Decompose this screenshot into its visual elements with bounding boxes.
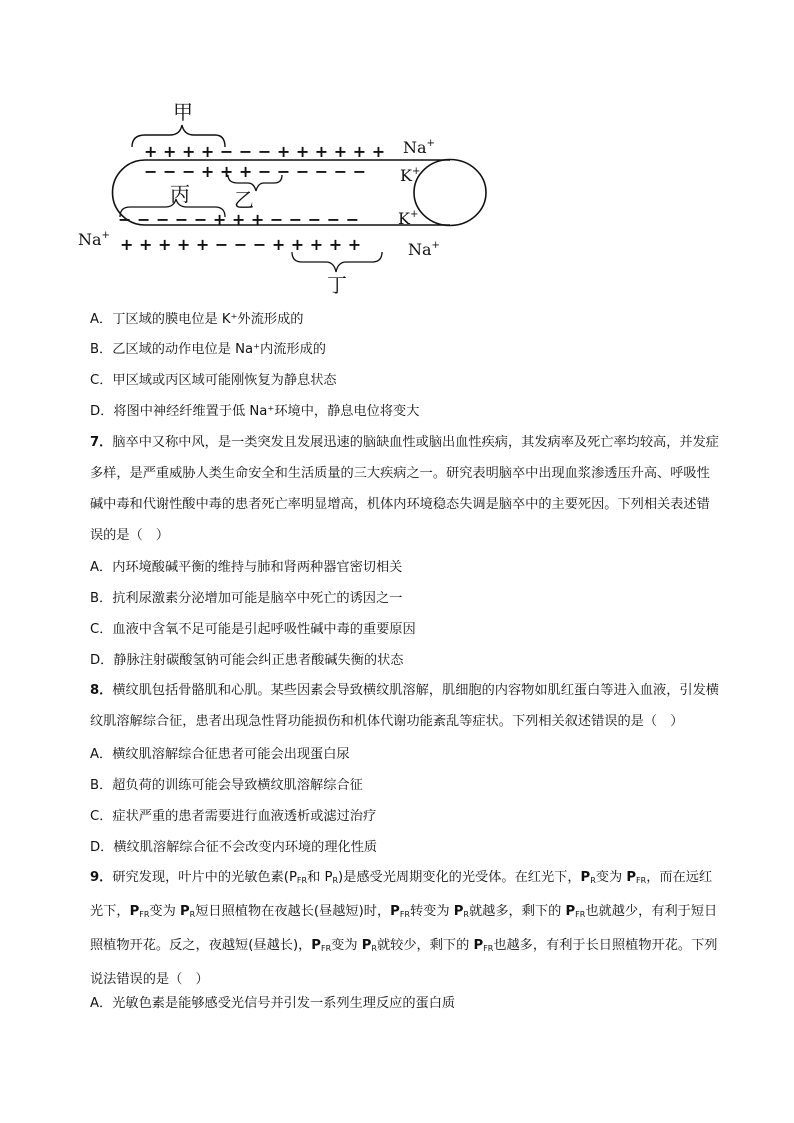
q9-text: 也就越少，有利于短日照植物开花。反之，夜越短(昼越长)， (90, 904, 718, 953)
label-bing: 丙 (170, 182, 190, 206)
q9-text: 研究发现，叶片中的光敏色素(P (112, 870, 297, 885)
nerve-fiber-diagram (70, 95, 510, 300)
label-ding: 丁 (327, 273, 347, 297)
q9-text: 短日照植物在夜越长(昼越短)时， (195, 904, 391, 919)
q9-sub: FR (320, 944, 332, 953)
q9-text: 和 P (307, 870, 333, 885)
row-top-inner: − − − + + + − − − − − − (144, 162, 367, 181)
k-bottom: K+ (398, 209, 419, 228)
q6-option-c: C．甲区域或丙区域可能刚恢复为静息状态 (90, 373, 337, 388)
q7-stem (90, 427, 720, 551)
na-bottom-left: Na+ (78, 230, 110, 249)
q8-option-d: D．横纹肌溶解综合征不会改变内环境的理化性质 (90, 840, 378, 855)
q9-sub: R (371, 944, 377, 953)
q9-symbol: P (580, 870, 591, 885)
label-yi: 乙 (234, 188, 254, 212)
q8-stem (90, 675, 720, 737)
q7-text: 脑卒中又称中风，是一类突发且发展迅速的脑缺血性或脑出血性疾病，其发病率及死亡率均较高，并发症多样，是严重威胁人类生命安全和生活质量的三大疾病之一。研究表明脑卒中出现血浆渗透压升高、呼吸性碱中毒和代谢性酸中毒的患者死亡率明显增高，机体内环境稳态失调是脑卒中的主要死因。下列相关表述错误的是（ ） (90, 435, 719, 543)
q9-symbol: P (453, 904, 464, 919)
q9-sub: FR (139, 910, 150, 919)
q9-sub: R (189, 910, 196, 919)
q9-text: 也越多，有利于长日照植物开花。下列说法错误的是（ ） (90, 938, 718, 987)
q9-text: 变为 (595, 870, 627, 885)
q9-symbol: P (473, 938, 484, 953)
q9-text: 就较少，剩下的 (376, 938, 474, 953)
q9-text: ，而在远红光下， (90, 870, 713, 919)
q9-sub: FR (483, 944, 494, 953)
q7-option-d: D．静脉注射碳酸氢钠可能会纠正患者酸碱失衡的状态 (90, 653, 404, 668)
q9-symbol: P (565, 904, 576, 919)
q9-number: 9． (90, 870, 113, 885)
k-top: K+ (400, 166, 421, 185)
q9-option-a: A．光敏色素是能够感受光信号并引发一系列生理反应的蛋白质 (90, 996, 456, 1011)
na-top-right: Na+ (403, 138, 435, 157)
q9-symbol: P (129, 904, 140, 919)
q9-sub: R (463, 910, 469, 919)
q9-text: 就越多，剩下的 (468, 904, 566, 919)
q9-symbol: P (311, 938, 321, 953)
q8-text: 横纹肌包括骨骼肌和心肌。某些因素会导致横纹肌溶解，肌细胞的内容物如肌红蛋白等进入血液，引发横纹肌溶解综合征，患者出现急性肾功能损伤和机体代谢功能紊乱等症状。下列相关叙述错误的是（ ） (90, 683, 719, 729)
row-bot-inner: − − − − − + + + − − − − − (118, 210, 360, 229)
q7-option-b: B．抗利尿激素分泌增加可能是脑卒中死亡的诱因之一 (90, 591, 403, 606)
q9-text: 变为 (149, 904, 180, 919)
q8-option-a: A．横纹肌溶解综合征患者可能会出现蛋白尿 (90, 747, 350, 762)
q7-option-c: C．血液中含氧不足可能是引起呼吸性碱中毒的重要原因 (90, 622, 416, 637)
q9-sub: FR (399, 910, 410, 919)
q8-option-c: C．症状严重的患者需要进行血液透析或滤过治疗 (90, 809, 377, 824)
na-bottom-right: Na+ (408, 240, 440, 259)
q9-sub: FR (636, 876, 647, 885)
q9-symbol: P (361, 938, 372, 953)
row-top-outer: + + + + − − − + + + + + + (144, 142, 386, 161)
row-bot-outer: + + + + + − − − + + + + + (120, 235, 362, 254)
label-jia: 甲 (173, 100, 193, 124)
q6-option-a: A．丁区域的膜电位是 K⁺外流形成的 (90, 312, 304, 327)
q6-option-b: B．乙区域的动作电位是 Na⁺内流形成的 (90, 342, 326, 357)
q9-sub: R (332, 876, 338, 885)
q9-symbol: P (390, 904, 400, 919)
q7-option-a: A．内环境酸碱平衡的维持与肺和肾两种器官密切相关 (90, 560, 403, 575)
q8-number: 8． (90, 683, 113, 698)
q9-symbol: P (179, 904, 190, 919)
q9-sub: FR (296, 876, 308, 885)
q9-sub: FR (575, 910, 586, 919)
brace-ding (292, 252, 382, 272)
q9-text: )是感受光周期变化的光受体。在红光下， (338, 870, 581, 885)
q9-text: 变为 (331, 938, 362, 953)
q9-symbol: P (626, 870, 637, 885)
q9-stem (90, 862, 720, 995)
q7-number: 7． (90, 435, 113, 450)
q9-sub: R (590, 876, 596, 885)
q6-option-d: D．将图中神经纤维置于低 Na⁺环境中，静息电位将变大 (90, 404, 420, 419)
q9-text: 转变为 (409, 904, 454, 919)
q8-option-b: B．超负荷的训练可能会导致横纹肌溶解综合征 (90, 778, 363, 793)
